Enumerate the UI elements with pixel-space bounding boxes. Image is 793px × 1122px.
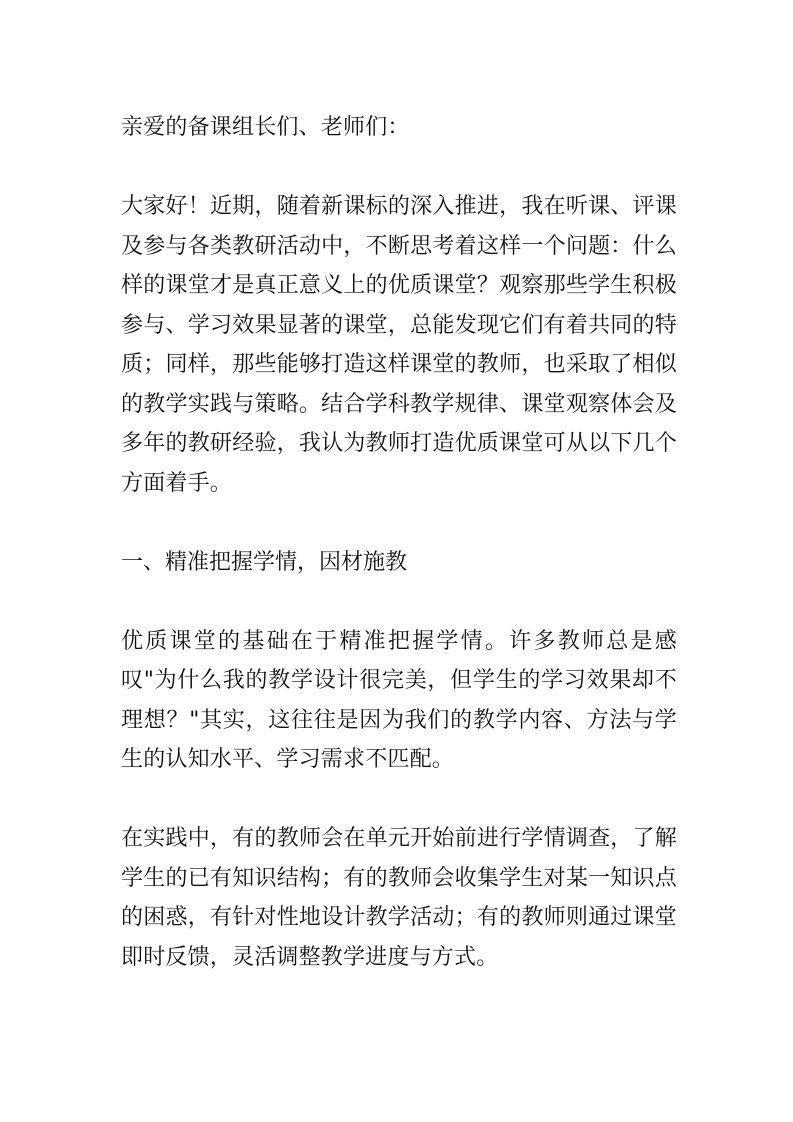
paragraph-gap [121,582,677,622]
section-heading: 一、精准把握学情，因材施教 [121,549,408,575]
paragraph-gap [121,503,677,543]
paragraph-gap [121,148,677,188]
document-page [121,108,677,977]
greeting: 亲爱的备课组长们、老师们： [121,115,410,140]
body-paragraph: 在实践中，有的教师会在单元开始前进行学情调查，了解学生的已有知识结构；有的教师会收集学生对某一知识点的困惑，有针对性地设计教学活动；有的教师则通过课堂即时反馈，灵活调整教学进度与方式。 [121,826,677,970]
body-paragraph: 优质课堂的基础在于精准把握学情。许多教师总是感叹"为什么我的教学设计很完美，但学生的学习效果却不理想？"其实，这往往是因为我们的教学内容、方法与学生的认知水平、学习需求不匹配。 [121,628,677,772]
intro-paragraph: 大家好！近期，随着新课标的深入推进，我在听课、评课及参与各类教研活动中，不断思考着这样一个问题：什么样的课堂才是真正意义上的优质课堂？观察那些学生积极参与、学习效果显著的课堂，总能发现它们有着共同的特质；同样，那些能够打造这样课堂的教师，也采取了相似的教学实践与策略。结合学科教学规律、课堂观察体会及多年的教研经验，我认为教师打造优质课堂可从以下几个方面着手。 [121,194,677,496]
paragraph-gap [121,780,677,820]
